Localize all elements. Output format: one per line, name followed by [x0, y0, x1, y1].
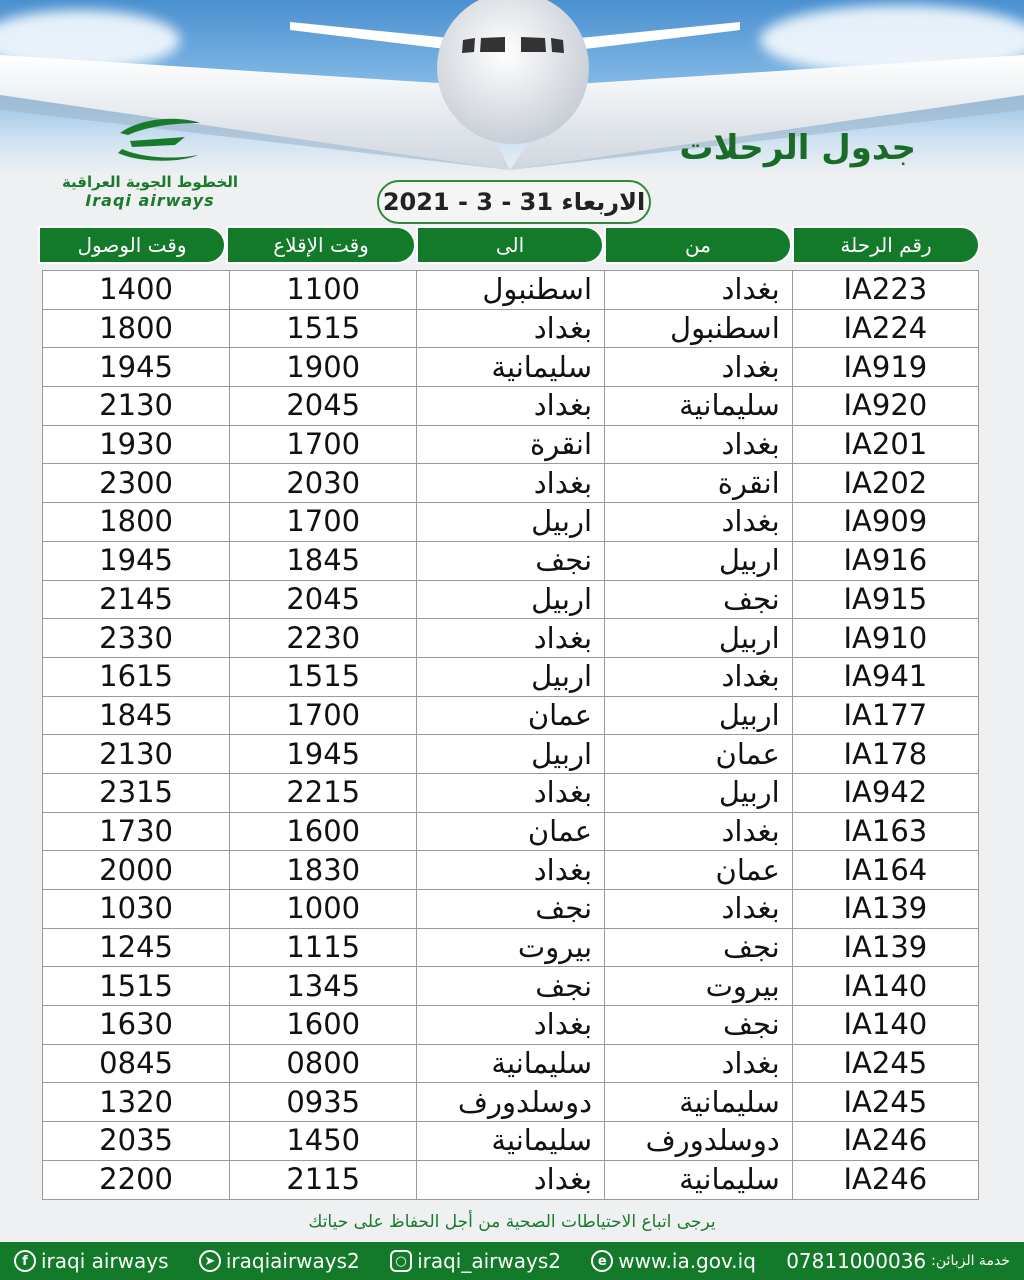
table-row: [43, 619, 979, 658]
table-row: [43, 1122, 979, 1161]
table-row: [43, 348, 979, 387]
page-title: جدول الرحلات: [679, 128, 916, 168]
flight-number-cell: IA164: [792, 851, 978, 890]
table-row: [43, 309, 979, 348]
flight-number-cell: IA915: [792, 580, 978, 619]
table-row: [43, 425, 979, 464]
origin-cell: بغداد: [605, 503, 793, 542]
destination-cell: سليمانية: [417, 348, 605, 387]
arrival-time-cell: 1800: [43, 309, 230, 348]
departure-time-cell: 1000: [230, 890, 417, 929]
destination-cell: انقرة: [417, 425, 605, 464]
arrival-time-cell: 1615: [43, 657, 230, 696]
origin-cell: عمان: [605, 735, 793, 774]
origin-cell: اربيل: [605, 541, 793, 580]
departure-time-cell: 0800: [230, 1044, 417, 1083]
arrival-time-cell: 0845: [43, 1044, 230, 1083]
table-row: [43, 890, 979, 929]
telegram-icon: ➤: [199, 1250, 221, 1272]
hotline-label: خدمة الزبائن:: [931, 1253, 1010, 1269]
flight-number-cell: IA245: [792, 1083, 978, 1122]
arrival-time-cell: 2130: [43, 387, 230, 426]
origin-cell: دوسلدورف: [605, 1122, 793, 1161]
departure-time-cell: 1345: [230, 967, 417, 1006]
departure-time-cell: 1100: [230, 271, 417, 310]
destination-cell: بغداد: [417, 387, 605, 426]
flight-number-cell: IA178: [792, 735, 978, 774]
arrival-time-cell: 1630: [43, 1006, 230, 1045]
destination-cell: اربيل: [417, 657, 605, 696]
table-row: [43, 541, 979, 580]
hotline[interactable]: [786, 1249, 1010, 1273]
flight-number-cell: IA909: [792, 503, 978, 542]
arrival-time-cell: 2315: [43, 773, 230, 812]
destination-cell: اربيل: [417, 580, 605, 619]
arrival-time-cell: 2130: [43, 735, 230, 774]
destination-cell: بغداد: [417, 309, 605, 348]
origin-cell: بغداد: [605, 271, 793, 310]
health-notice: يرجى اتباع الاحتياطات الصحية من أجل الحفاظ على حياتك: [308, 1212, 716, 1232]
flight-number-cell: IA246: [792, 1122, 978, 1161]
departure-time-cell: 1900: [230, 348, 417, 387]
logo-text-arabic: الخطوط الجوية العراقية: [61, 173, 239, 191]
logo-text-english: Iraqi airways: [85, 191, 215, 210]
destination-cell: عمان: [417, 696, 605, 735]
schedule-date: الاربعاء 31 - 3 - 2021: [377, 180, 651, 224]
destination-cell: بيروت: [417, 928, 605, 967]
flight-number-cell: IA202: [792, 464, 978, 503]
arrival-time-cell: 1320: [43, 1083, 230, 1122]
table-row: [43, 1160, 979, 1199]
flight-number-cell: IA942: [792, 773, 978, 812]
table-row: [43, 735, 979, 774]
flights-table: [42, 270, 979, 1200]
arrival-time-cell: 2330: [43, 619, 230, 658]
destination-cell: نجف: [417, 967, 605, 1006]
departure-time-cell: 1600: [230, 1006, 417, 1045]
departure-time-cell: 1845: [230, 541, 417, 580]
flight-number-cell: IA910: [792, 619, 978, 658]
destination-cell: سليمانية: [417, 1122, 605, 1161]
table-row: [43, 271, 979, 310]
table-row: [43, 773, 979, 812]
origin-cell: بغداد: [605, 425, 793, 464]
flight-number-cell: IA920: [792, 387, 978, 426]
origin-cell: اربيل: [605, 773, 793, 812]
flight-number-cell: IA245: [792, 1044, 978, 1083]
departure-time-cell: 1830: [230, 851, 417, 890]
instagram-icon: ○: [390, 1250, 412, 1272]
arrival-time-cell: 1515: [43, 967, 230, 1006]
origin-cell: بغداد: [605, 348, 793, 387]
arrival-time-cell: 1945: [43, 348, 230, 387]
facebook-icon: f: [14, 1250, 36, 1272]
destination-cell: سليمانية: [417, 1044, 605, 1083]
origin-cell: سليمانية: [605, 1083, 793, 1122]
website-url: www.ia.gov.iq: [618, 1249, 756, 1273]
web-icon: e: [591, 1250, 613, 1272]
arrival-time-cell: 2145: [43, 580, 230, 619]
destination-cell: اسطنبول: [417, 271, 605, 310]
arrival-time-cell: 1945: [43, 541, 230, 580]
destination-cell: بغداد: [417, 1160, 605, 1199]
destination-cell: بغداد: [417, 619, 605, 658]
flight-number-cell: IA140: [792, 1006, 978, 1045]
table-row: [43, 696, 979, 735]
facebook-handle: iraqi airways: [41, 1249, 169, 1273]
destination-cell: بغداد: [417, 851, 605, 890]
origin-cell: بيروت: [605, 967, 793, 1006]
arrival-time-cell: 2300: [43, 464, 230, 503]
destination-cell: دوسلدورف: [417, 1083, 605, 1122]
table-row: [43, 503, 979, 542]
flight-number-cell: IA919: [792, 348, 978, 387]
destination-cell: بغداد: [417, 1006, 605, 1045]
departure-time-cell: 2115: [230, 1160, 417, 1199]
telegram-handle: iraqiairways2: [225, 1249, 360, 1273]
flight-number-cell: IA246: [792, 1160, 978, 1199]
arrival-time-cell: 1030: [43, 890, 230, 929]
table-row: [43, 1006, 979, 1045]
table-row: [43, 464, 979, 503]
arrival-time-cell: 1845: [43, 696, 230, 735]
departure-time-cell: 2215: [230, 773, 417, 812]
destination-cell: بغداد: [417, 464, 605, 503]
departure-time-cell: 2230: [230, 619, 417, 658]
telegram-link[interactable]: [199, 1249, 360, 1273]
flight-number-cell: IA916: [792, 541, 978, 580]
origin-cell: نجف: [605, 928, 793, 967]
origin-cell: بغداد: [605, 890, 793, 929]
footer-bar: [0, 1242, 1024, 1280]
arrival-time-cell: 2200: [43, 1160, 230, 1199]
departure-time-cell: 1945: [230, 735, 417, 774]
flight-number-cell: IA941: [792, 657, 978, 696]
instagram-handle: iraqi_airways2: [417, 1249, 561, 1273]
flight-number-cell: IA224: [792, 309, 978, 348]
arrival-time-cell: 2000: [43, 851, 230, 890]
header-flight-number: رقم الرحلة: [792, 226, 980, 264]
origin-cell: نجف: [605, 580, 793, 619]
arrival-time-cell: 1800: [43, 503, 230, 542]
origin-cell: اربيل: [605, 696, 793, 735]
arrival-time-cell: 1930: [43, 425, 230, 464]
origin-cell: سليمانية: [605, 1160, 793, 1199]
flight-number-cell: IA177: [792, 696, 978, 735]
destination-cell: اربيل: [417, 503, 605, 542]
header-arrival: وقت الوصول: [38, 226, 226, 264]
origin-cell: نجف: [605, 1006, 793, 1045]
header-from: من: [604, 226, 792, 264]
table-row: [43, 967, 979, 1006]
departure-time-cell: 1700: [230, 503, 417, 542]
departure-time-cell: 1115: [230, 928, 417, 967]
arrival-time-cell: 1245: [43, 928, 230, 967]
flight-number-cell: IA139: [792, 890, 978, 929]
departure-time-cell: 1700: [230, 696, 417, 735]
table-header: [38, 226, 980, 264]
departure-time-cell: 1700: [230, 425, 417, 464]
destination-cell: نجف: [417, 541, 605, 580]
origin-cell: سليمانية: [605, 387, 793, 426]
facebook-link[interactable]: [14, 1249, 169, 1273]
origin-cell: بغداد: [605, 812, 793, 851]
destination-cell: نجف: [417, 890, 605, 929]
flight-number-cell: IA163: [792, 812, 978, 851]
departure-time-cell: 1515: [230, 657, 417, 696]
hotline-number: 07811000036: [786, 1249, 927, 1273]
flight-number-cell: IA139: [792, 928, 978, 967]
origin-cell: اسطنبول: [605, 309, 793, 348]
table-row: [43, 1044, 979, 1083]
origin-cell: اربيل: [605, 619, 793, 658]
origin-cell: بغداد: [605, 1044, 793, 1083]
flights-table-body: [43, 271, 979, 1200]
destination-cell: عمان: [417, 812, 605, 851]
table-row: [43, 928, 979, 967]
header-to: الى: [416, 226, 604, 264]
departure-time-cell: 1600: [230, 812, 417, 851]
flight-number-cell: IA201: [792, 425, 978, 464]
departure-time-cell: 2030: [230, 464, 417, 503]
departure-time-cell: 1450: [230, 1122, 417, 1161]
flight-number-cell: IA223: [792, 271, 978, 310]
departure-time-cell: 0935: [230, 1083, 417, 1122]
table-row: [43, 387, 979, 426]
destination-cell: اربيل: [417, 735, 605, 774]
arrival-time-cell: 1730: [43, 812, 230, 851]
header-departure: وقت الإقلاع: [226, 226, 416, 264]
origin-cell: عمان: [605, 851, 793, 890]
table-row: [43, 851, 979, 890]
departure-time-cell: 2045: [230, 387, 417, 426]
origin-cell: انقرة: [605, 464, 793, 503]
airline-emblem-icon: [90, 115, 210, 167]
destination-cell: بغداد: [417, 773, 605, 812]
departure-time-cell: 2045: [230, 580, 417, 619]
origin-cell: بغداد: [605, 657, 793, 696]
table-row: [43, 1083, 979, 1122]
departure-time-cell: 1515: [230, 309, 417, 348]
flight-number-cell: IA140: [792, 967, 978, 1006]
table-row: [43, 580, 979, 619]
website-link[interactable]: [591, 1249, 756, 1273]
table-row: [43, 812, 979, 851]
table-row: [43, 657, 979, 696]
iraqi-airways-logo: [60, 115, 240, 215]
arrival-time-cell: 2035: [43, 1122, 230, 1161]
arrival-time-cell: 1400: [43, 271, 230, 310]
instagram-link[interactable]: [390, 1249, 561, 1273]
